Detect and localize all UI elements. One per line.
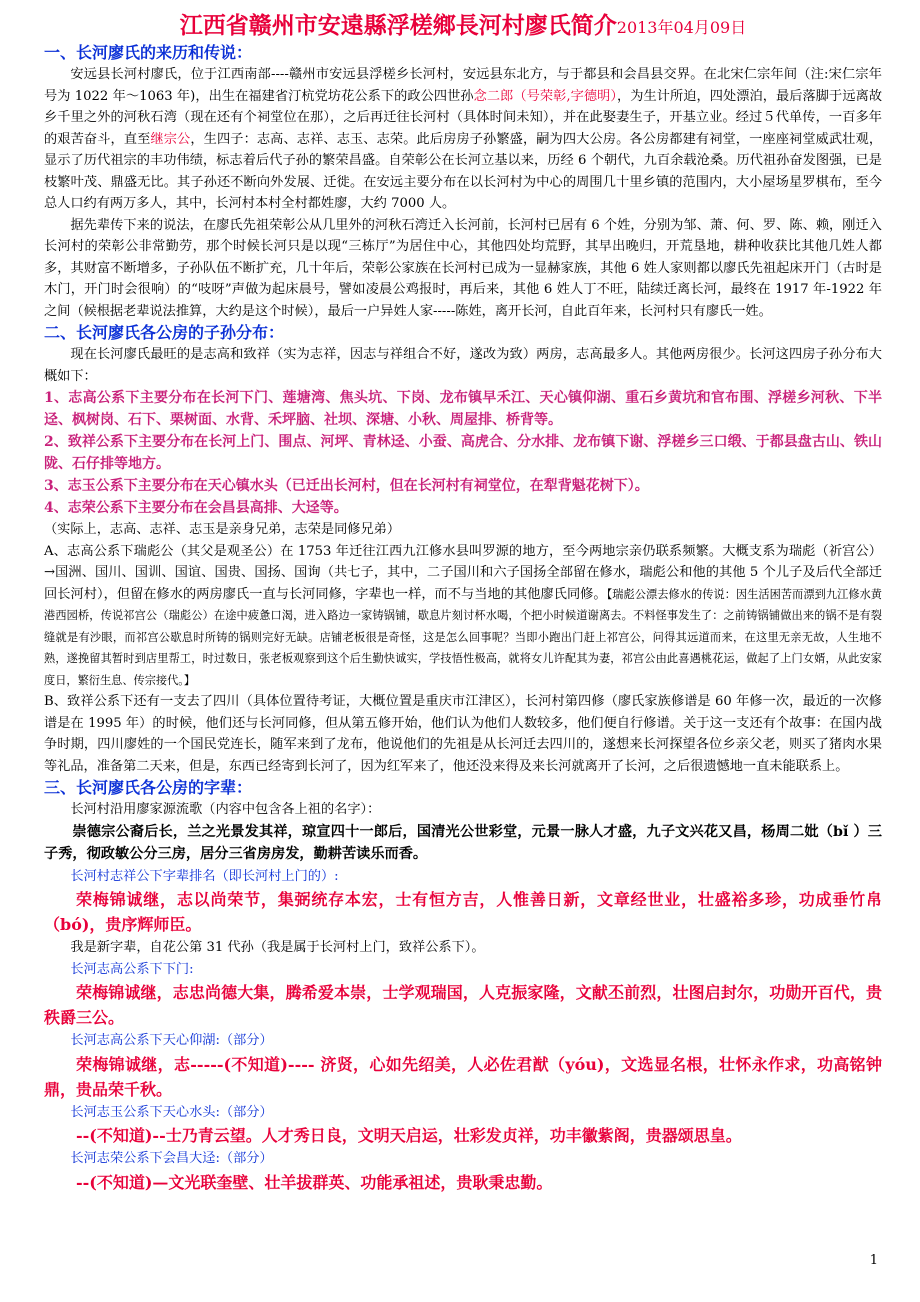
distribution-item-3: 3、志玉公系下主要分布在天心镇水头（已迁出长河村，但在长河村有祠堂位，在犁背魁花树下）。 <box>44 478 649 494</box>
distribution-item-1: 1、志高公系下主要分布在长河下门、莲塘湾、焦头坑、下岗、龙布镇早禾江、天心镇仰湖、重石乡黄坑和官布围、浮槎乡河秋、下半迳、枫树岗、石下、栗树面、水背、禾坪脑、社坝、深塘、小秋、周屋排、桥背等。 <box>44 390 882 428</box>
section-1-paragraph-1: 安远县长河村廖氏，位于江西南部----赣州市安远县浮槎乡长河村，安远县东北方，与于都县和会昌县交界。在北宋仁宗年间（注:宋仁宗年号为 1022 年～1063 年)，出生在福建省汀杭党坊花公系下的政公四世孙念二郎（号荣彰,字德明），为生计所迫，四处漂泊，最后落脚于远离故乡千里之外的河秋石湾（现在还有个祠堂位在那），之后再迁往长河村（具体时间未知），并在此娶妻生子，开基立业。经过５代单传，一百多年的艰苦奋斗，直至继宗公，生四子：志高、志祥、志玉、志荣。此后房房子孙繁盛，嗣为四大公房。各公房都建有祠堂，一座座祠堂威武壮观，显示了历代祖宗的丰功伟绩，标志着后代子孙的繁荣昌盛。自荣彰公在长河立基以来，历经 6 个朝代，九百余载沧桑。历代祖孙奋发图强，已是枝繁叶茂、鼎盛无比。其子孙还不断向外发展、迁徙。在安远主要分布在以长河村为中心的周围几十里乡镇的范围内，大小屋场星罗棋布，至今总人口约有两万多人，其中，长河村本村全村都姓廖，大约 7000 人。 <box>44 67 883 211</box>
title-main: 江西省赣州市安遠縣浮槎鄉長河村廖氏简介 <box>179 12 617 39</box>
document-title <box>44 12 882 42</box>
generation-subheading-5: 长河志荣公系下会昌大迳:（部分） <box>70 1151 273 1166</box>
generation-subheading-3: 长河志高公系下天心仰湖:（部分） <box>70 1033 273 1048</box>
section-1-heading: 一、长河廖氏的来历和传说： <box>44 43 253 62</box>
title-date: 2013年04月09日 <box>616 18 747 37</box>
legend-note: 【瑞彪公漂去修水的传说：因生活困苦而漂到九江修水黄港西园桥，传说祁宫公（瑞彪公）在途中疲惫口渴，进入路边一家铸锅铺，歇息片刻讨杯水喝，个把小时候道谢离去。不料怪事发生了：之前铸锅铺做出来的锅不是有裂缝就是有沙眼，而祁宫公歇息时所铸的锅则完好无缺。店铺老板很是奇怪，这是怎么回事呢？当即小跑出门赶上祁宫公，问得其远道而来，在这里无亲无故，人生地不熟，遂挽留其暂时到店里帮工，时过数日，张老板观察到这个后生勤快诚实，学技悟性极高，就将女儿许配其为妻，祁宫公由此喜遇桃花运，做起了上门女婿，从此安家度日，繁衍生息、传宗接代。】 <box>44 587 882 687</box>
generation-names-2: 荣梅锦诚继，志忠尚德大集，腾希爱本崇，士学观瑞国，人克振家隆，文献丕前烈，壮图启封尔，功勋开百代，贵秩爵三公。 <box>44 983 882 1027</box>
generation-names-3: 荣梅锦诚继，志-----(不知道)---- 济贤，心如先绍美，人必佐君猷（yóu)，文选显名根，壮怀永作求，功高铭钟鼎，贵品荣千秋。 <box>44 1054 882 1099</box>
section-3-heading: 三、长河廖氏各公房的字辈： <box>44 778 253 797</box>
generation-names-5: --(不知道)—文光联奎壁、壮羊拔群英、功能承祖述，贵耿秉忠勤。 <box>76 1172 553 1192</box>
document-page <box>44 0 882 1195</box>
generation-subheading-2: 长河志高公系下下门: <box>70 961 194 977</box>
generation-subheading-1: 长河村志祥公下字辈排名（即长河村上门的）: <box>70 868 339 884</box>
origin-poem: 崇德宗公裔后长，兰之光景发其祥，琼宣四十一郎后，国清光公世彩堂，元景一脉人才盛，九子文兴花又昌，杨周二妣（bǐ ）三子秀，彻政敏公分三房，居分三省房房发，勤耕苦读乐而香。 <box>44 823 882 862</box>
section-2-intro: 现在长河廖氏最旺的是志高和致祥（实为志祥，因志与祥组合不好，遂改为致）两房，志高最多人。其他两房很少。长河这四房子孙分布大概如下： <box>44 347 882 384</box>
section-2-paragraph-a: A、志高公系下瑞彪公（其父是观圣公）在 1753 年迁往江西九江修水县叫罗源的地方，至今两地宗亲仍联系频繁。大概支系为瑞彪（祈宫公）→国洲、国川、国训、国谊、国贵、国扬、国询（共七子，其中，二子国川和六子国扬全部留在修水，瑞彪公和他的其他 5 个儿子及后代全部迁回长河村），但留在修水的两房廖氏一直与长河同修，字辈也一样，而不与当地的其他廖氏同修。【瑞彪公漂去修水的传说：因生活困苦而漂到九江修水黄港西园桥，传说祁宫公（瑞彪公）在途中疲惫口渴，进入路边一家铸锅铺，歇息片刻讨杯水喝，个把小时候道谢离去。不料怪事发生了：之前铸锅铺做出来的锅不是有裂缝就是有沙眼，而祁宫公歇息时所铸的锅则完好无缺。店铺老板很是奇怪，这是怎么回事呢？当即小跑出门赶上祁宫公，问得其远道而来，在这里无亲无故，人生地不熟，遂挽留其暂时到店里帮工，时过数日，张老板观察到这个后生勤快诚实，学技悟性极高，就将女儿许配其为妻，祁宫公由此喜遇桃花运，做起了上门女婿，从此安家度日，繁衍生息、传宗接代。】 <box>44 543 882 687</box>
distribution-item-4: 4、志荣公系下主要分布在会昌县高排、大迳等。 <box>44 500 348 516</box>
ancestor-name: 念二郎（号荣彰,字德明） <box>473 88 618 104</box>
author-note: 我是新字辈，自花公第 31 代孙（我是属于长河村上门，致祥公系下）。 <box>70 940 485 955</box>
ancestor-name-2: 继宗公 <box>150 131 191 147</box>
section-2-paragraph-b: B、致祥公系下还有一支去了四川（具体位置待考证，大概位置是重庆市江津区），长河村第四修（廖氏家族修谱是 60 年修一次，最近的一次修谱是在 1995 年）的时候，他们还与长河同修，但从第五修开始，他们认为他们人数较多，他们便自行修谱。关于这一支还有个故事：在国内战争时期，四川廖姓的一个国民党连长，随军来到了龙布，他说他们的先祖是从长河迁去四川的，遂想来长河探望各位乡亲父老，则买了猪肉水果等礼品，准备第二天来，但是，东西已经寄到长河了，因为红军来了，他还没来得及来长河就离开了长河，之后很遗憾地一直未能联系上。 <box>44 694 882 774</box>
generation-subheading-4: 长河志玉公系下天心水头:（部分） <box>70 1104 273 1120</box>
section-3-intro: 长河村沿用廖家源流歌（内容中包含各上祖的名字）： <box>70 802 381 817</box>
brothers-note: （实际上，志高、志祥、志玉是亲身兄弟，志荣是同修兄弟） <box>44 522 401 537</box>
distribution-item-2: 2、致祥公系下主要分布在长河上门、围点、河坪、青林迳、小蚕、高虎合、分水排、龙布镇下谢、浮槎乡三口缎、于都县盘古山、铁山陇、石仔排等地方。 <box>44 434 882 472</box>
page-number: 1 <box>869 1253 878 1268</box>
generation-names-1: 荣梅锦诚继，志以尚荣节，集弼统存本宏，士有恒方吉，人惟善日新，文章经世业，壮盛裕多珍，功成垂竹帛（bó)，贵序辉师臣。 <box>44 890 882 934</box>
section-1-paragraph-2: 据先辈传下来的说法，在廖氏先祖荣彰公从几里外的河秋石湾迁入长河前，长河村已居有 6 个姓，分别为邹、萧、何、罗、陈、赖，刚迁入长河村的荣彰公非常勤劳，那个时候长河只是以现“三栋厅”为居住中心，其他四处均荒野，其早出晚归，开荒垦地，耕种收获比其他几姓人都多，其财富不断增多，子孙队伍不断扩充，几十年后，荣彰公家族在长河村已成为一显赫家族，其他 6 姓人家则都以廖氏先祖起床开门（古时是木门，开门时会很响）的“吱呀”声做为起床晨号，譬如凌晨公鸡报时，再后来，其他 6 姓人丁不旺，陆续迁离长河，最终在 1917 年-1922 年之间（候根据老辈说法推算，大约是这个时候），最后一户异姓人家-----陈姓，离开长河，自此百年来，长河村只有廖氏一姓。 <box>44 217 882 319</box>
section-2-heading: 二、长河廖氏各公房的子孙分布： <box>44 323 285 342</box>
generation-names-4: --(不知道)--士乃青云望。人才秀日良，文明天启运，壮彩发贞祥，功丰徽紫阁，贵器颂思皇。 <box>76 1126 742 1145</box>
